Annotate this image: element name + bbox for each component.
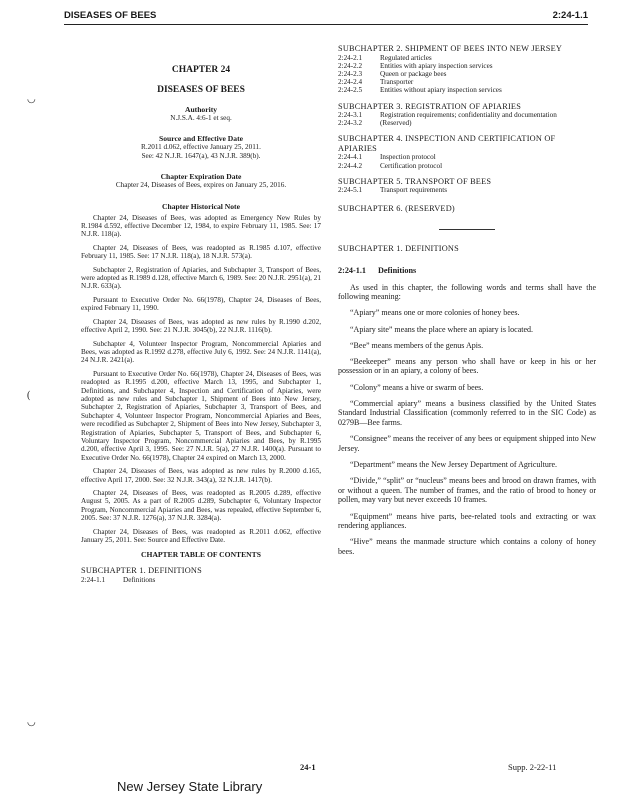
margin-mark: ( bbox=[27, 390, 31, 401]
toc-item[interactable] bbox=[81, 576, 321, 584]
toc-item-title: Entities without apiary inspection services bbox=[380, 86, 502, 95]
toc-item[interactable] bbox=[338, 62, 596, 70]
page-footer bbox=[0, 762, 618, 782]
history-paragraph: Chapter 24, Diseases of Bees, was readopted as R.2011 d.062, effective January 25, 2011. See: Source and Effective Date. bbox=[81, 527, 321, 545]
definition-paragraph: “Equipment” means hive parts, bee-related tools and extracting or wax rendering appliances. bbox=[338, 511, 596, 531]
toc-item-number: 2:24-3.2 bbox=[338, 119, 363, 128]
page-number: 24-1 bbox=[300, 762, 316, 772]
toc-item-number: 2:24-4.1 bbox=[338, 153, 363, 162]
expiration-text: Chapter 24, Diseases of Bees, expires on January 25, 2016. bbox=[115, 181, 287, 190]
section-number: 2:24-1.1 bbox=[338, 265, 366, 275]
left-column bbox=[81, 64, 321, 584]
toc-item-title: (Reserved) bbox=[380, 119, 412, 128]
definition-paragraph: “Beekeeper” means any person who shall have or keep in his or her possession or in an apiary, a colony of bees. bbox=[338, 356, 596, 376]
history-paragraph: Chapter 24, Diseases of Bees, was adopted as new rules by R.2000 d.165, effective April 17, 2000. See: 32 N.J.R. 343(a), 32 N.J.R. 1417(b). bbox=[81, 467, 321, 484]
history-paragraph: Chapter 24, Diseases of Bees, was adopted as Emergency New Rules by R.1984 d.592, effective December 12, 1984, to expire February 11, 1985. See: 17 N.J.R. 118(a). bbox=[81, 213, 321, 239]
header-title: DISEASES OF BEES bbox=[64, 10, 157, 21]
chapter-number: CHAPTER 24 bbox=[171, 65, 231, 75]
toc-subchapter-6: SUBCHAPTER 6. (RESERVED) bbox=[338, 203, 455, 213]
definition-paragraph: “Divide,” “split” or “nucleus” means bees and brood on drawn frames, with or without a queen. The number of frames, and the ratio of brood to honey or pollen, may vary but never exceeds 10 frames. bbox=[338, 476, 596, 505]
toc-item-title: Queen or package bees bbox=[380, 69, 447, 78]
definitions-list bbox=[338, 283, 596, 557]
header-section: 2:24-1.1 bbox=[552, 10, 588, 21]
history-paragraph: Pursuant to Executive Order No. 66(1978), Chapter 24, Diseases of Bees, was readopted as R.1995 d.200, effective March 13, 1995, and Subchapter 1, Definitions, and Subchapter 4, Inspection and Certification of Apiaries, were adopted as new rules and Subchapter 1, Shipment of Bees into New Jersey, Subchapter 2, Registration of Apiaries, Subchapter 3, Transport of Bees, and Subchapter 4, Volunteer Inspector Program, Noncommercial Apiaries and Bees, were recodified as Subchapter 2, Shipment of Bees into New Jersey, Subchapter 3, Registration of Apiaries, Subchapter 5, Transport of Bees, and Subchapter 6, Voluntary Inspector Program, Noncommercial Apiaries and Bees, by R.1995 d.200, effective April 3, 1995. See: 27 N.J.R. 5(a), 27 N.J.R. 1400(a). Pursuant to Executive Order No. 66(1978), Chapter 24 expired on March 13, 2000. bbox=[81, 369, 321, 462]
toc-item[interactable] bbox=[338, 70, 596, 78]
right-column bbox=[338, 44, 596, 563]
definition-paragraph: “Consignee” means the receiver of any bees or equipment shipped into New Jersey. bbox=[338, 434, 596, 453]
toc-item[interactable] bbox=[338, 54, 596, 62]
toc-item-title: Entities with apiary inspection services bbox=[380, 61, 493, 70]
toc-item[interactable] bbox=[338, 78, 596, 86]
definition-paragraph: “Apiary site” means the place where an apiary is located. bbox=[350, 324, 534, 334]
section-divider bbox=[439, 229, 495, 230]
history-heading: Chapter Historical Note bbox=[162, 201, 240, 211]
toc-item[interactable] bbox=[338, 119, 596, 127]
definition-paragraph: “Apiary” means one or more colonies of honey bees. bbox=[350, 308, 520, 318]
toc-item-number: 2:24-4.2 bbox=[338, 161, 363, 170]
source-line: R.2011 d.062, effective January 25, 2011. bbox=[141, 143, 261, 152]
definition-paragraph: As used in this chapter, the following words and terms shall have the following meaning: bbox=[338, 282, 596, 302]
toc-item-number: 2:24-5.1 bbox=[338, 186, 363, 195]
definition-paragraph: “Hive” means the manmade structure which contains a colony of honey bees. bbox=[338, 537, 596, 556]
history-paragraph: Subchapter 4, Volunteer Inspector Program, Noncommercial Apiaries and Bees, was adopted as R.1992 d.278, effective July 6, 1992. See: 24 N.J.R. 1141(a), 24 N.J.R. 2421(a). bbox=[81, 339, 321, 365]
toc-item-title: Definitions bbox=[123, 575, 156, 584]
subchapter-1-heading: SUBCHAPTER 1. DEFINITIONS bbox=[338, 244, 459, 254]
toc-item-title: Regulated articles bbox=[380, 53, 432, 62]
running-header bbox=[64, 8, 588, 25]
toc-subchapter-3: SUBCHAPTER 3. REGISTRATION OF APIARIES bbox=[338, 101, 522, 111]
toc-item-title: Inspection protocol bbox=[380, 153, 436, 162]
authority-heading: Authority bbox=[184, 105, 218, 114]
historical-note bbox=[81, 214, 321, 545]
authority-text: N.J.S.A. 4:6-1 et seq. bbox=[170, 114, 232, 122]
definition-paragraph: “Department” means the New Jersey Department of Agriculture. bbox=[350, 460, 558, 469]
chapter-title: DISEASES OF BEES bbox=[157, 85, 245, 95]
toc-item-title: Transport requirements bbox=[380, 186, 448, 195]
toc-item-title: Certification protocol bbox=[380, 161, 443, 170]
toc-item-number: 2:24-2.3 bbox=[338, 69, 363, 78]
toc-item-number: 2:24-2.5 bbox=[338, 86, 363, 95]
toc-subchapter-1: SUBCHAPTER 1. DEFINITIONS bbox=[81, 566, 202, 576]
history-paragraph: Chapter 24, Diseases of Bees, was adopted as new rules by R.1990 d.202, effective April 2, 1990. See: 21 N.J.R. 3045(b), 22 N.J.R. 1116(b). bbox=[81, 317, 321, 335]
toc-item-number: 2:24-2.1 bbox=[338, 53, 363, 62]
toc-item[interactable] bbox=[338, 153, 596, 161]
toc-item[interactable] bbox=[338, 186, 596, 194]
library-stamp: New Jersey State Library bbox=[117, 779, 263, 794]
margin-mark: ◡ bbox=[27, 94, 36, 105]
toc-subchapter-5: SUBCHAPTER 5. TRANSPORT OF BEES bbox=[338, 176, 492, 186]
history-paragraph: Chapter 24, Diseases of Bees, was readopted as R.1985 d.107, effective February 11, 1985. See: 17 N.J.R. 118(a), 18 N.J.R. 573(a). bbox=[81, 243, 321, 261]
history-paragraph: Chapter 24, Diseases of Bees, was readopted as R.2005 d.289, effective August 5, 2005. As a part of R.2005 d.289, Subchapter 6, Voluntary Inspector Program, Noncommercial Apiaries and Bees, was repealed, effective September 6, 2005. See: 37 N.J.R. 1276(a), 37 N.J.R. 3284(a). bbox=[81, 489, 321, 523]
history-paragraph: Subchapter 2, Registration of Apiaries, and Subchapter 3, Transport of Bees, were adopted as R.1989 d.128, effective March 6, 1989. See: 20 N.J.R. 2951(a), 21 N.J.R. 633(a). bbox=[81, 265, 321, 291]
toc-item-number: 2:24-1.1 bbox=[81, 575, 106, 584]
toc-item-number: 2:24-3.1 bbox=[338, 111, 363, 120]
toc-item-title: Registration requirements; confidentiality and documentation bbox=[380, 111, 557, 120]
toc-item-title: Transporter bbox=[380, 78, 414, 87]
definition-paragraph: “Commercial apiary” means a business classified by the United States Standard Industrial Classification (commonly referred to in the SIC Code) as 0279B—Bee farms. bbox=[338, 398, 596, 428]
toc-item[interactable] bbox=[338, 111, 596, 119]
margin-mark: ◡ bbox=[27, 717, 36, 728]
toc-item[interactable] bbox=[338, 86, 596, 94]
source-line: See: 42 N.J.R. 1647(a), 43 N.J.R. 389(b). bbox=[141, 151, 261, 160]
toc-item-number: 2:24-2.2 bbox=[338, 61, 363, 70]
definition-paragraph: “Colony” means a hive or swarm of bees. bbox=[350, 382, 484, 392]
toc-subchapter-4: SUBCHAPTER 4. INSPECTION AND CERTIFICATION OF APIARIES bbox=[338, 134, 556, 153]
section-title: Definitions bbox=[378, 265, 417, 275]
source-heading: Source and Effective Date bbox=[158, 134, 243, 144]
definition-paragraph: “Bee” means members of the genus Apis. bbox=[350, 340, 484, 350]
toc-item-number: 2:24-2.4 bbox=[338, 78, 363, 87]
expiration-heading: Chapter Expiration Date bbox=[160, 172, 242, 182]
history-paragraph: Pursuant to Executive Order No. 66(1978), Chapter 24, Diseases of Bees, expired February 11, 1990. bbox=[81, 295, 321, 313]
supplement-date: Supp. 2-22-11 bbox=[508, 762, 557, 772]
toc-item[interactable] bbox=[338, 162, 596, 170]
toc-heading: CHAPTER TABLE OF CONTENTS bbox=[141, 550, 261, 560]
section-heading bbox=[338, 266, 596, 276]
toc-subchapter-2: SUBCHAPTER 2. SHIPMENT OF BEES INTO NEW JERSEY bbox=[338, 44, 563, 53]
